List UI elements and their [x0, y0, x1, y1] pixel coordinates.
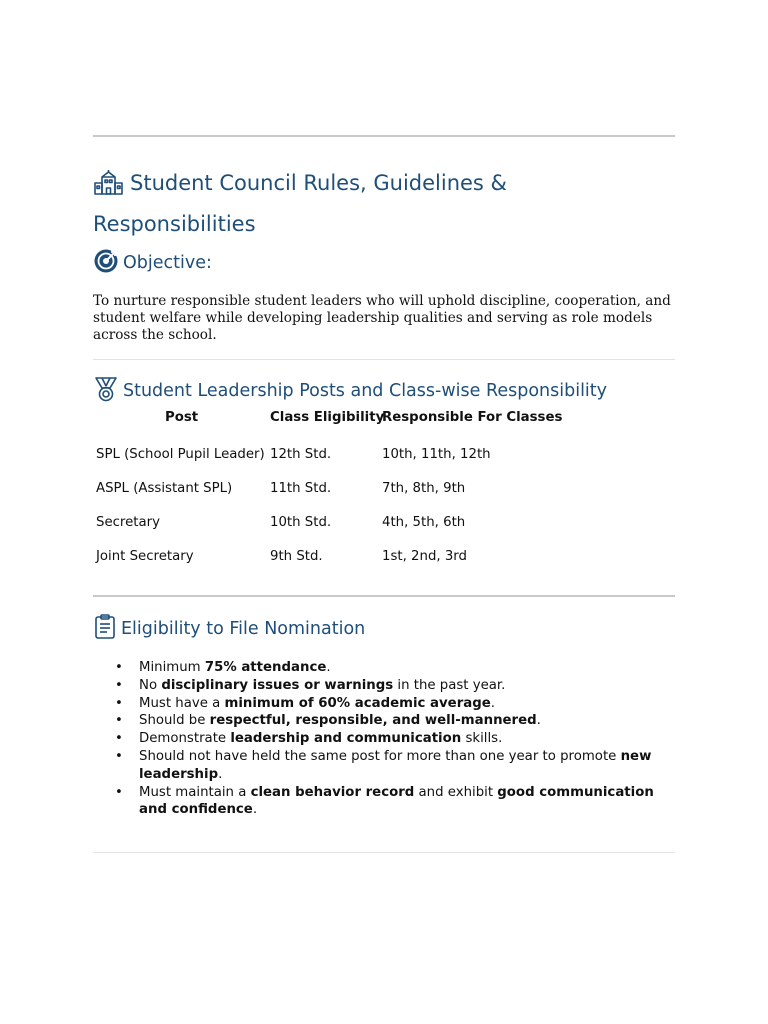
- page-title-text: Student Council Rules, Guidelines & Responsibilities: [93, 171, 507, 236]
- list-item-text: Demonstrate: [139, 731, 231, 747]
- table-row: [93, 549, 675, 569]
- clipboard-icon: [93, 614, 117, 645]
- cell-eligibility: 10th Std.: [270, 515, 332, 530]
- school-building-icon: [93, 170, 124, 207]
- section-divider: [93, 595, 675, 597]
- list-item: [93, 695, 675, 713]
- table-row: [93, 515, 675, 535]
- bullet-icon: •: [115, 748, 123, 764]
- list-item: [93, 677, 675, 695]
- bullet-icon: •: [115, 731, 123, 747]
- list-item: [93, 712, 675, 730]
- list-item-text: in the past year.: [393, 677, 506, 693]
- eligibility-list: [93, 659, 675, 819]
- bullet-icon: •: [115, 695, 123, 711]
- cell-post: SPL (School Pupil Leader): [96, 447, 265, 462]
- section-divider: [93, 359, 675, 360]
- cell-responsible: 10th, 11th, 12th: [382, 447, 491, 462]
- list-item-bold-text: new leadership: [139, 748, 652, 782]
- list-item-bold-text: 75% attendance: [204, 660, 327, 675]
- bullet-icon: •: [115, 677, 123, 693]
- list-item-text: Minimum: [139, 660, 205, 675]
- objective-text: To nurture responsible student leaders who will uphold discipline, cooperation, and student welfare while developing leadership qualities and serving as role models across the school.: [93, 293, 671, 343]
- cell-eligibility: 11th Std.: [270, 481, 332, 496]
- cell-post: Joint Secretary: [96, 549, 194, 564]
- list-item-text: .: [252, 802, 258, 818]
- table-row: [93, 481, 675, 501]
- table-row: [93, 447, 675, 467]
- list-item-bold-text: leadership and communication: [230, 731, 462, 747]
- list-item-text: .: [490, 695, 495, 711]
- list-item: [93, 748, 675, 784]
- list-item-bold-text: respectful, responsible, and well-mannered: [209, 713, 537, 729]
- cell-responsible: 1st, 2nd, 3rd: [382, 549, 467, 564]
- list-item-text: and exhibit: [414, 784, 498, 800]
- bullet-icon: •: [115, 660, 123, 675]
- list-item-text: Must have a: [139, 695, 225, 711]
- eligibility-heading: [93, 614, 365, 645]
- list-item-text: skills.: [461, 731, 503, 747]
- list-item-bold-text: good communication and confidence: [139, 784, 654, 818]
- column-header-responsible-for: Responsible For Classes: [382, 410, 563, 425]
- top-divider: [93, 135, 675, 137]
- page-title: [93, 166, 653, 242]
- list-item-text: No: [139, 677, 162, 693]
- cell-post: ASPL (Assistant SPL): [96, 481, 233, 496]
- objective-heading: [93, 248, 212, 279]
- eligibility-heading-text: Eligibility to File Nomination: [121, 619, 366, 639]
- cell-eligibility: 9th Std.: [270, 549, 323, 564]
- list-item-text: Must maintain a: [139, 784, 251, 800]
- cell-responsible: 7th, 8th, 9th: [382, 481, 466, 496]
- bullet-icon: •: [115, 713, 123, 729]
- list-item: [93, 659, 675, 677]
- posts-heading: [93, 376, 607, 407]
- medal-icon: [93, 376, 119, 407]
- list-item: [93, 784, 675, 820]
- posts-heading-text: Student Leadership Posts and Class-wise Responsibility: [123, 381, 608, 401]
- column-header-class-eligibility: Class Eligibility: [270, 410, 385, 425]
- list-item-bold-text: disciplinary issues or warnings: [161, 677, 394, 693]
- column-header-post: Post: [165, 410, 199, 425]
- list-item-text: .: [536, 713, 541, 729]
- list-item-bold-text: clean behavior record: [250, 784, 415, 800]
- list-item: [93, 730, 675, 748]
- bullet-icon: •: [115, 784, 123, 800]
- target-icon: [93, 248, 119, 279]
- list-item-text: .: [326, 660, 331, 675]
- list-item-text: Should not have held the same post for more than one year to promote: [139, 748, 621, 764]
- list-item-bold-text: minimum of 60% academic average: [224, 695, 491, 711]
- cell-eligibility: 12th Std.: [270, 447, 332, 462]
- list-item-text: Should be: [139, 713, 210, 729]
- cell-responsible: 4th, 5th, 6th: [382, 515, 466, 530]
- list-item-text: .: [218, 766, 223, 782]
- bottom-divider: [93, 852, 675, 853]
- objective-heading-text: Objective:: [123, 253, 212, 273]
- cell-post: Secretary: [96, 515, 160, 530]
